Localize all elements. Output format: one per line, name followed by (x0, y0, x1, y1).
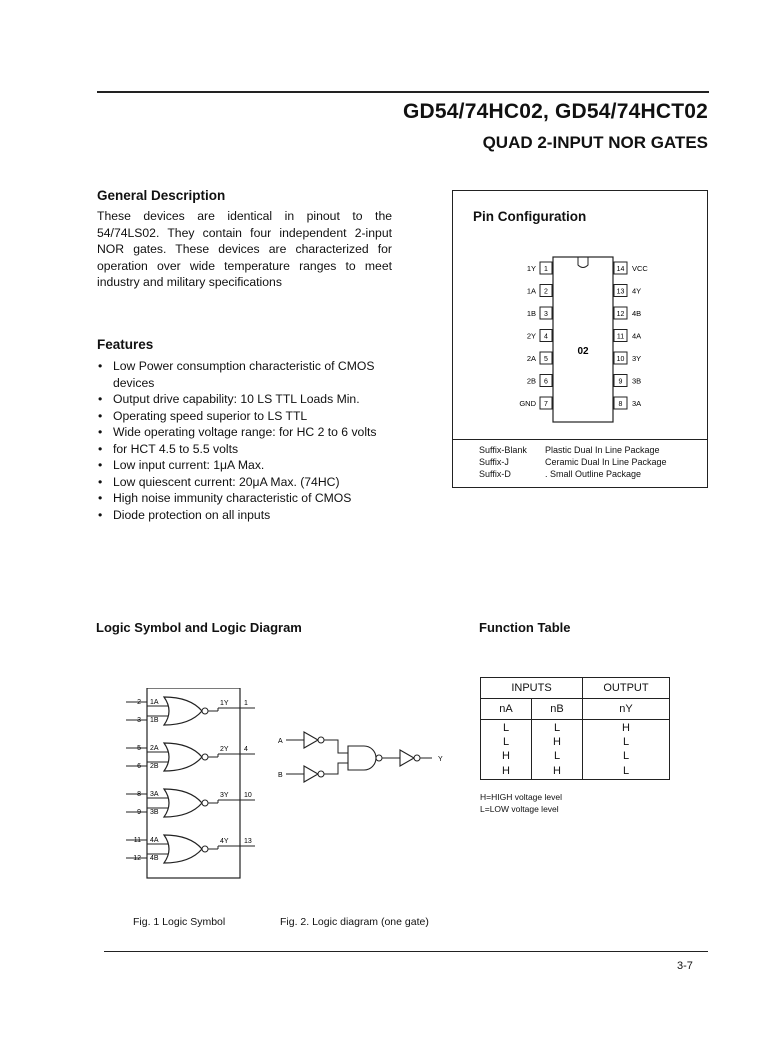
feature-item: • High noise immunity characteristic of CMOS (97, 490, 407, 507)
feature-item: • Wide operating voltage range: for HC 2 to 6 volts (97, 424, 407, 441)
pin-number: 5 (544, 356, 548, 363)
header-rule (97, 91, 709, 93)
general-description-heading: General Description (97, 188, 226, 203)
feature-item: • Diode protection on all inputs (97, 507, 407, 524)
table-row (481, 735, 670, 749)
output-inverter (400, 750, 414, 766)
feature-item: • Low quiescent current: 20μA Max. (74HC) (97, 474, 407, 491)
inversion-bubble (202, 754, 208, 760)
general-description-text: These devices are identical in pinout to the 54/74LS02. They contain four independent 2-input NOR gates. These devices are characterized for operation over wide temperature ranges to meet industry and military specifications (97, 209, 392, 289)
logic-section-heading: Logic Symbol and Logic Diagram (96, 620, 302, 635)
pin-diagram (453, 191, 707, 431)
output-name: 1Y (220, 700, 229, 707)
table-cell: L (532, 720, 583, 736)
pin-name: 2Y (526, 331, 536, 341)
output-pin-number: 1 (244, 700, 248, 707)
table-cell: L (481, 720, 532, 736)
dip-notch (578, 257, 588, 268)
input-pin-number: 8 (137, 791, 141, 798)
table-row (481, 749, 670, 763)
input-pin-number: 5 (137, 745, 141, 752)
inversion-bubble (414, 755, 420, 761)
pin-name: 1A (526, 286, 536, 296)
feature-continuation-text: for HCT 4.5 to 5.5 volts (113, 441, 239, 456)
input-pin-number: 11 (133, 837, 141, 844)
pin-configuration-box (452, 190, 708, 488)
pin-number: 3 (544, 311, 548, 318)
input-inverter-b (304, 766, 318, 782)
diagram-input-a-label: A (278, 738, 283, 745)
inversion-bubble (202, 708, 208, 714)
pin-configuration-heading: Pin Configuration (473, 209, 587, 224)
pin-name: 1B (526, 309, 536, 318)
input-inverter-a (304, 732, 318, 748)
logic-diagram-one-gate (272, 722, 452, 802)
diagram-input-b-label: B (278, 772, 283, 779)
pin-number: 4 (544, 333, 548, 341)
feature-item: • Low input current: 1μA Max. (97, 457, 407, 474)
column-header: nB (532, 699, 583, 720)
column-header: nY (583, 699, 670, 720)
pin-name: 4B (632, 309, 642, 318)
input-name: 4A (150, 837, 159, 844)
function-table-heading: Function Table (479, 620, 571, 635)
pin-number: 7 (544, 401, 548, 408)
nand-gate (348, 746, 376, 770)
feature-item-continuation (97, 441, 407, 458)
features-list (97, 358, 407, 523)
fig2-caption: Fig. 2. Logic diagram (one gate) (280, 916, 429, 928)
input-pin-number: 6 (137, 763, 141, 770)
input-name: 2B (150, 763, 159, 770)
diagram-output-y-label: Y (438, 756, 443, 763)
output-name: 4Y (220, 838, 229, 845)
pin-name: 2B (526, 376, 536, 386)
output-pin-number: 10 (244, 792, 252, 799)
chip-label: 02 (577, 346, 589, 357)
pin-name: 4A (632, 331, 642, 341)
pin-number: 6 (544, 378, 548, 386)
pin-number: 11 (616, 333, 625, 341)
nor-gate (164, 835, 202, 863)
input-name: 3A (150, 791, 159, 798)
output-pin-number: 13 (244, 838, 252, 845)
inversion-bubble (376, 755, 382, 761)
package-desc: Ceramic Dual In Line Package (545, 457, 667, 467)
dip-body (553, 257, 613, 422)
pin-name: 2A (526, 354, 536, 363)
package-suffix: Suffix-Blank (479, 445, 527, 455)
features-heading: Features (97, 337, 154, 352)
output-name: 2Y (220, 746, 229, 753)
table-cell: L (532, 749, 583, 763)
page-number: 3-7 (677, 960, 693, 972)
output-name: 3Y (220, 792, 229, 799)
footer-rule (104, 951, 708, 952)
fig1-caption: Fig. 1 Logic Symbol (133, 916, 226, 928)
input-name: 1B (150, 717, 159, 724)
inversion-bubble (202, 846, 208, 852)
inversion-bubble (318, 737, 324, 743)
page-subtitle: QUAD 2-INPUT NOR GATES (482, 133, 708, 152)
pin-number: 9 (618, 378, 623, 386)
package-suffix: Suffix-D (479, 469, 511, 479)
package-divider (453, 439, 707, 440)
inputs-group-header: INPUTS (481, 678, 583, 699)
feature-item: • Low Power consumption characteristic of CMOS devices (97, 358, 407, 391)
output-pin-number: 4 (244, 746, 248, 753)
pin-name: 4Y (632, 286, 642, 296)
input-name: 3B (150, 809, 159, 816)
logic-symbol (120, 688, 260, 888)
pin-number: 8 (618, 401, 623, 408)
pin-number: 2 (544, 288, 548, 296)
wire (324, 763, 348, 774)
pin-name: 3Y (632, 354, 642, 363)
table-row (481, 763, 670, 780)
pin-number: 10 (616, 356, 625, 363)
function-table-note: H=HIGH voltage level (480, 792, 562, 802)
nor-gate (164, 697, 202, 725)
pin-number: 13 (616, 288, 625, 296)
table-cell: L (583, 763, 670, 780)
pin-name: GND (519, 399, 536, 408)
output-group-header: OUTPUT (583, 678, 670, 699)
input-pin-number: 2 (137, 699, 141, 706)
package-desc: . Small Outline Package (545, 469, 642, 479)
wire (324, 740, 348, 753)
feature-item: • Operating speed superior to LS TTL (97, 408, 407, 425)
inversion-bubble (202, 800, 208, 806)
input-name: 1A (150, 699, 159, 706)
package-desc: Plastic Dual In Line Package (545, 445, 660, 455)
nor-gate (164, 789, 202, 817)
function-table-note: L=LOW voltage level (480, 804, 559, 814)
table-cell: L (481, 735, 532, 749)
table-cell: H (532, 763, 583, 780)
inversion-bubble (318, 771, 324, 777)
table-cell: H (532, 735, 583, 749)
input-pin-number: 9 (137, 809, 141, 816)
table-cell: H (481, 763, 532, 780)
column-header: nA (481, 699, 532, 720)
function-table (480, 677, 670, 780)
pin-number: 12 (616, 311, 625, 318)
nor-gate (164, 743, 202, 771)
input-pin-number: 12 (133, 855, 141, 862)
table-cell: L (583, 749, 670, 763)
input-name: 4B (150, 855, 159, 862)
input-name: 2A (150, 745, 159, 752)
page-title: GD54/74HC02, GD54/74HCT02 (403, 100, 708, 123)
pin-name: 3A (632, 399, 642, 408)
table-row (481, 720, 670, 736)
pin-name: 1Y (526, 264, 536, 273)
pin-number: 14 (616, 266, 625, 273)
package-suffix: Suffix-J (479, 457, 509, 467)
pin-number: 1 (544, 266, 548, 273)
pin-name: 3B (632, 376, 642, 386)
input-pin-number: 3 (137, 717, 141, 724)
feature-item: • Output drive capability: 10 LS TTL Loads Min. (97, 391, 407, 408)
table-cell: H (481, 749, 532, 763)
pin-name: VCC (632, 264, 648, 273)
table-cell: L (583, 735, 670, 749)
table-cell: H (583, 720, 670, 736)
